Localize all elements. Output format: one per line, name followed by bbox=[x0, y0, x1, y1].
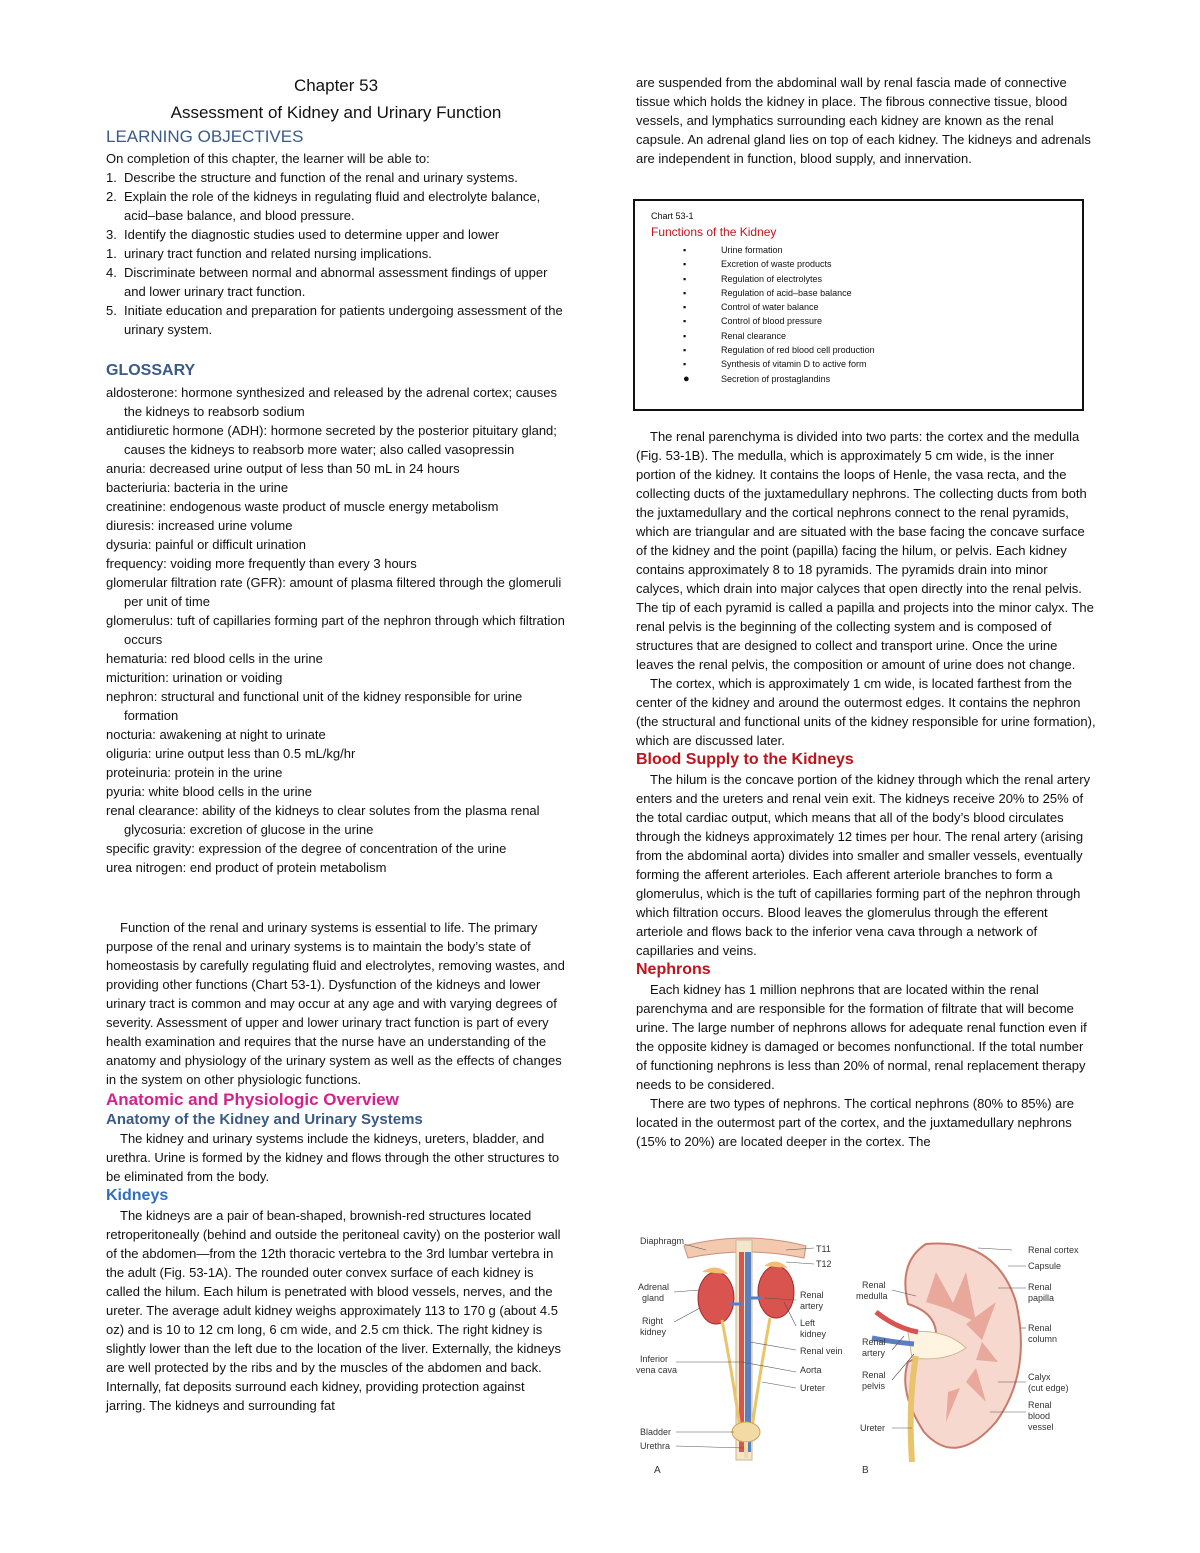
glossary-entry: micturition: urination or voiding bbox=[106, 670, 283, 685]
objective-item: 5. Initiate education and preparation for patients undergoing assessment of the urinary system. bbox=[106, 303, 563, 337]
objective-item: 4. Discriminate between normal and abnormal assessment findings of upper and lower urinary tract function. bbox=[106, 265, 548, 299]
label-column-2: column bbox=[1028, 1334, 1058, 1344]
cortex-paragraph: The cortex, which is approximately 1 cm wide, is located farthest from the center of the kidney and around the outermost edges. It contains the nephron (the structural and functional units of the kidney responsible for urine formation), which are discussed later. bbox=[636, 676, 1096, 748]
label-left-kidney-2: kidney bbox=[800, 1329, 827, 1339]
label-diaphragm: Diaphragm bbox=[640, 1236, 685, 1246]
glossary-entry: specific gravity: expression of the degree of concentration of the urine bbox=[106, 841, 507, 856]
label-ureter-a: Ureter bbox=[800, 1383, 826, 1393]
objectives-list bbox=[106, 168, 566, 339]
chart-list bbox=[683, 243, 875, 386]
figure-panel-b bbox=[856, 1243, 1079, 1476]
label-renal-artery-2: artery bbox=[800, 1301, 824, 1311]
kidney-anatomy-figure bbox=[636, 1232, 1096, 1480]
chart-item: ▪ Control of water balance bbox=[683, 300, 875, 314]
chart-item: ▪ Regulation of red blood cell production bbox=[683, 343, 875, 357]
glossary bbox=[106, 383, 566, 877]
glossary-entry: glomerular filtration rate (GFR): amount of plasma filtered through the glomeruli per unit of time bbox=[106, 575, 562, 609]
objectives-intro: On completion of this chapter, the learner will be able to: bbox=[106, 151, 430, 166]
anatomy-paragraph: The kidney and urinary systems include the kidneys, ureters, bladder, and urethra. Urine is formed by the kidney and flows through the other structures to be eliminated from the body. bbox=[106, 1131, 560, 1184]
glossary-entry: renal clearance: ability of the kidneys to clear solutes from the plasma renal glycosuria: excretion of glucose in the urine bbox=[106, 803, 540, 837]
chart-item: ▪ Regulation of electrolytes bbox=[683, 272, 875, 286]
kidneys-paragraph: The kidneys are a pair of bean-shaped, brownish-red structures located retroperitoneally (behind and outside the peritoneal cavity) on the posterior wall of the abdomen—from the 12th thoracic vertebra to the 3rd lumbar vertebra in the adult (Fig. 53-1A). The rounded outer convex surface of each kidney is called the hilum. Each hilum is penetrated with blood vessels, nerves, and the ureter. The average adult kidney weighs approximately 113 to 170 g (about 4.5 oz) and is 10 to 12 cm long, 6 cm wide, and 2.5 cm thick. The right kidney is slightly lower than the left due to the location of the liver. Externally, the kidneys are well protected by the ribs and by the muscles of the abdomen and back. Internally, fat deposits surround each kidney, providing protection against jarring. The kidneys and surrounding fat bbox=[106, 1208, 562, 1413]
label-renal-artery-1: Renal bbox=[800, 1290, 824, 1300]
label-urethra: Urethra bbox=[640, 1441, 671, 1451]
right-body bbox=[636, 427, 1096, 1151]
label-bladder: Bladder bbox=[640, 1427, 672, 1437]
chart-item: ● Secretion of prostaglandins bbox=[683, 372, 875, 386]
label-calyx-cut: (cut edge) bbox=[1028, 1383, 1069, 1393]
bladder-shape bbox=[732, 1422, 760, 1442]
label-blood-vessel-2: blood bbox=[1028, 1411, 1051, 1421]
chart-item: ▪ Excretion of waste products bbox=[683, 257, 875, 271]
label-papilla-1: Renal bbox=[1028, 1282, 1052, 1292]
label-blood-vessel-3: vessel bbox=[1028, 1422, 1054, 1432]
glossary-entry: nephron: structural and functional unit of the kidney responsible for urine formation bbox=[106, 689, 523, 723]
chart-item: ▪ Renal clearance bbox=[683, 329, 875, 343]
glossary-entry: diuresis: increased urine volume bbox=[106, 518, 293, 533]
chart-item: ▪ Regulation of acid–base balance bbox=[683, 286, 875, 300]
label-renal-artery-b-1: Renal bbox=[862, 1337, 886, 1347]
urethra-shape bbox=[744, 1442, 748, 1458]
label-renal-artery-b-2: artery bbox=[862, 1348, 886, 1358]
renal-artery-shape bbox=[876, 1312, 918, 1332]
learning-objectives bbox=[106, 149, 566, 339]
objective-item: 1. Describe the structure and function of the renal and urinary systems. bbox=[106, 170, 518, 185]
label-renal-cortex: Renal cortex bbox=[1028, 1245, 1079, 1255]
chart-item: ▪ Control of blood pressure bbox=[683, 314, 875, 328]
chart-item: ▪ Urine formation bbox=[683, 243, 875, 257]
label-ureter-b: Ureter bbox=[860, 1423, 886, 1433]
label-medulla-1: Renal bbox=[862, 1280, 886, 1290]
label-calyx: Calyx bbox=[1028, 1372, 1051, 1382]
blood-supply-paragraph: The hilum is the concave portion of the kidney through which the renal artery enters and the ureters and renal vein exit. The kidneys receive 20% to 25% of the total cardiac output, which means that all of the body’s blood circulates through the kidneys approximately 12 times per hour. The renal artery (arising from the abdominal aorta) divides into smaller and smaller vessels, eventually forming the afferent arterioles. Each afferent arteriole branches to form a glomerulus, which is the tuft of capillaries forming part of the nephron through which filtration occurs. Blood leaves the glomerulus through the efferent arteriole and flows back to the inferior vena cava through a network of capillaries and veins. bbox=[636, 772, 1091, 958]
glossary-entry: antidiuretic hormone (ADH): hormone secreted by the posterior pituitary gland; causes the kidneys to reabsorb more water; also called vasopressin bbox=[106, 423, 557, 457]
glossary-entry: aldosterone: hormone synthesized and released by the adrenal cortex; causes the kidneys to reabsorb sodium bbox=[106, 385, 557, 419]
kidneys-heading: Kidneys bbox=[106, 1187, 169, 1204]
label-ivc-2: vena cava bbox=[636, 1365, 678, 1375]
glossary-heading: GLOSSARY bbox=[106, 362, 196, 379]
label-panel-a: A bbox=[654, 1465, 661, 1476]
chart-item: ▪ Synthesis of vitamin D to active form bbox=[683, 357, 875, 371]
label-column-1: Renal bbox=[1028, 1323, 1052, 1333]
label-panel-b: B bbox=[862, 1465, 869, 1476]
label-left-kidney-1: Left bbox=[800, 1318, 816, 1328]
chapter-title: Assessment of Kidney and Urinary Function bbox=[170, 103, 502, 122]
left-kidney-shape bbox=[758, 1266, 794, 1318]
glossary-entry: urea nitrogen: end product of protein metabolism bbox=[106, 860, 387, 875]
glossary-entry: oliguria: urine output less than 0.5 mL/kg/hr bbox=[106, 746, 356, 761]
glossary-entry: nocturia: awakening at night to urinate bbox=[106, 727, 326, 742]
right-kidney-shape bbox=[698, 1272, 734, 1324]
nephrons-heading: Nephrons bbox=[636, 961, 711, 978]
label-renal-vein: Renal vein bbox=[800, 1346, 843, 1356]
glossary-entry: bacteriuria: bacteria in the urine bbox=[106, 480, 289, 495]
objective-item: 1. urinary tract function and related nursing implications. bbox=[106, 246, 432, 261]
label-renal-pelvis-1: Renal bbox=[862, 1370, 886, 1380]
glossary-entry: proteinuria: protein in the urine bbox=[106, 765, 283, 780]
parenchyma-paragraph: The renal parenchyma is divided into two parts: the cortex and the medulla (Fig. 53-1B). The medulla, which is approximately 5 cm wide, is the inner portion of the kidney. It contains the loops of Henle, the vasa recta, and the collecting ducts of the juxtamedullary nephrons. The collecting ducts from both the juxtamedullary and the cortical nephrons connect to the renal pyramids, which are triangular and are situated with the base facing the concave surface of the kidney and the point (papilla) facing the hilum, or pelvis. Each kidney contains approximately 8 to 18 pyramids. The pyramids drain into minor calyces, which drain into major calyces that open directly into the renal pelvis. The tip of each pyramid is called a papilla and projects into the minor calyx. The renal pelvis is the beginning of the collecting system and is composed of structures that are designed to collect and transport urine. Once the urine leaves the renal pelvis, the composition or amount of urine does not change. bbox=[636, 429, 1094, 672]
objective-item: 2. Explain the role of the kidneys in regulating fluid and electrolyte balance, acid–base balance, and blood pressure. bbox=[106, 189, 541, 223]
glossary-entry: glomerulus: tuft of capillaries forming part of the nephron through which filtration occurs bbox=[106, 613, 565, 647]
glossary-entry: dysuria: painful or difficult urination bbox=[106, 537, 306, 552]
intro-paragraph: Function of the renal and urinary systems is essential to life. The primary purpose of the renal and urinary systems is to maintain the body’s state of homeostasis by carefully regulating fluid and electrolytes, removing wastes, and providing other functions (Chart 53-1). Dysfunction of the kidneys and lower urinary tract is common and may occur at any age and with varying degrees of severity. Assessment of upper and lower urinary tract function is part of every health examination and requires that the nurse have an understanding of the anatomy and physiology of the urinary system as well as the effects of changes in the system on other physiologic functions. bbox=[106, 920, 565, 1087]
label-aorta: Aorta bbox=[800, 1365, 822, 1375]
label-capsule: Capsule bbox=[1028, 1261, 1062, 1271]
glossary-entry: anuria: decreased urine output of less than 50 mL in 24 hours bbox=[106, 461, 460, 476]
nephrons-paragraph-1: Each kidney has 1 million nephrons that are located within the renal parenchyma and are responsible for the formation of filtrate that will become urine. The large number of nephrons allows for adequate renal function even if the opposite kidney is damaged or becomes nonfunctional. If the total number of functioning nephrons is less than 20% of normal, renal replacement therapy needs to be considered. bbox=[636, 982, 1087, 1092]
chart-label: Chart 53-1 bbox=[651, 211, 694, 221]
intro-section bbox=[106, 918, 566, 1415]
label-renal-pelvis-2: pelvis bbox=[862, 1381, 886, 1391]
label-right-kidney-2: kidney bbox=[640, 1327, 667, 1337]
fascia-paragraph: are suspended from the abdominal wall by renal fascia made of connective tissue which holds the kidney in place. The fibrous connective tissue, blood vessels, and lymphatics surrounding each kidney are known as the renal capsule. An adrenal gland lies on top of each kidney. The kidneys and adrenals are independent in function, blood supply, and innervation. bbox=[636, 75, 1091, 166]
label-adrenal-2: gland bbox=[642, 1293, 665, 1303]
overview-heading: Anatomic and Physiologic Overview bbox=[106, 1090, 399, 1109]
chapter-number: Chapter 53 bbox=[293, 76, 379, 95]
label-blood-vessel-1: Renal bbox=[1028, 1400, 1052, 1410]
label-papilla-2: papilla bbox=[1028, 1293, 1055, 1303]
chart-title: Functions of the Kidney bbox=[651, 225, 777, 239]
label-medulla-2: medulla bbox=[856, 1291, 888, 1301]
label-adrenal-1: Adrenal bbox=[638, 1282, 670, 1292]
label-t11: T11 bbox=[816, 1244, 831, 1254]
figure-panel-a bbox=[636, 1236, 843, 1476]
glossary-entry: creatinine: endogenous waste product of muscle energy metabolism bbox=[106, 499, 499, 514]
objective-item: 3. Identify the diagnostic studies used to determine upper and lower bbox=[106, 227, 500, 242]
glossary-entry: pyuria: white blood cells in the urine bbox=[106, 784, 312, 799]
glossary-entry: hematuria: red blood cells in the urine bbox=[106, 651, 323, 666]
blood-supply-heading: Blood Supply to the Kidneys bbox=[636, 751, 854, 768]
learning-objectives-heading: LEARNING OBJECTIVES bbox=[106, 127, 304, 146]
label-t12: T12 bbox=[816, 1259, 832, 1269]
left-ureter-shape bbox=[752, 1318, 770, 1428]
label-ivc-1: Inferior bbox=[640, 1354, 669, 1364]
anatomy-heading: Anatomy of the Kidney and Urinary Systems bbox=[106, 1111, 423, 1128]
nephrons-paragraph-2: There are two types of nephrons. The cortical nephrons (80% to 85%) are located in the outermost part of the cortex, and the juxtamedullary nephrons (15% to 20%) are located deeper in the cortex. The bbox=[636, 1096, 1074, 1149]
glossary-entry: frequency: voiding more frequently than every 3 hours bbox=[106, 556, 417, 571]
chart-53-1 bbox=[633, 199, 1084, 411]
label-right-kidney-1: Right bbox=[642, 1316, 664, 1326]
